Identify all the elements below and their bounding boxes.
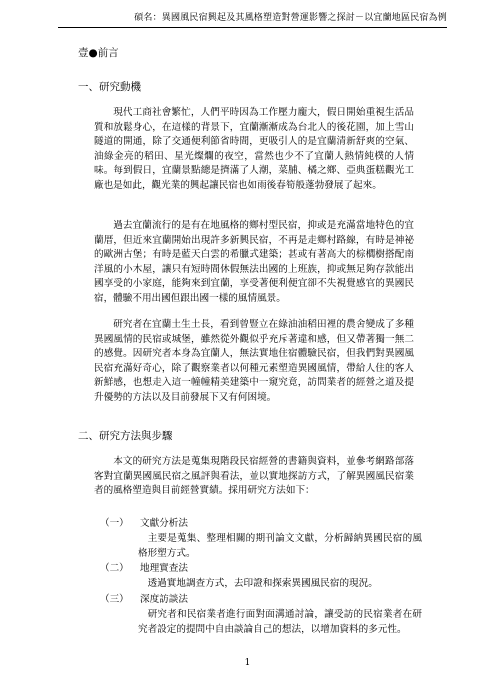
header-rule xyxy=(58,27,447,28)
section-title: 壹●前言 xyxy=(78,47,119,59)
method-item-3-title: 深度訪談法 xyxy=(140,594,188,605)
method-item-1-body: 主要是蒐集、整理相關的期刊論文文獻，分析歸納異國民宿的風格形塑方式。 xyxy=(138,533,422,559)
paragraph-motivation-1: 現代工商社會繁忙，人們平時因為工作壓力龐大，假日開始重視生活品質和放鬆身心，在這樣的背景下，宜蘭漸漸成為台北人的後花園，加上雪山隧道的開通，除了交通便利節省時間，更吸引人的是宜蘭清新舒爽的空氣、油綠金亮的稻田、星光燦爛的夜空，當然也少不了宜蘭人熱情純樸的人情味。每到假日，宜蘭景點總是擠滿了人潮，菜脯、橘之鄉、亞典蛋糕觀光工廠也是如此，觀光業的興起讓民宿也如雨後春筍般蓬勃發展了起來。 xyxy=(94,107,414,191)
running-header: 碩名：異國風民宿興起及其風格塑造對營運影響之探討－以宜蘭地區民宿為例 xyxy=(134,13,447,23)
method-item-3-heading xyxy=(100,593,188,607)
method-item-3-body: 研究者和民宿業者進行面對面溝通討論，讓受訪的民宿業者在研究者設定的提問中自由談論自己的想法，以增加資料的多元性。 xyxy=(138,609,422,635)
method-item-2-number: （二） xyxy=(100,563,129,574)
paragraph-methods-intro: 本文的研究方法是蒐集現階段民宿經營的書籍與資料，並參考網路部落客對宜蘭異國風民宿之風評與看法，並以實地探訪方式，了解異國風民宿業者的風格塑造與目前經營實績。採用研究方法如下： xyxy=(94,456,414,497)
method-item-1-title: 文獻分析法 xyxy=(140,518,188,529)
method-item-2-title: 地理實查法 xyxy=(140,563,188,574)
method-item-1-number: （一） xyxy=(100,518,129,529)
page-number: 1 xyxy=(244,658,251,668)
paragraph-motivation-2: 過去宜蘭流行的是有在地風格的鄉村型民宿，抑或是充滿當地特色的宜蘭厝，但近來宜蘭開始出現許多新興民宿，不再是走鄉村路線，有時是神祕的歐洲古堡；有時是藍天白雲的希臘式建築；甚或有著高大的棕櫚樹搭配南洋風的小木屋，讓只有短時間休假無法出國的上班族，抑或無足夠存款能出國享受的小家庭，能夠來到宜蘭，享受著便利便宜卻不失視覺感官的異國民宿，體驗不用出國但跟出國一樣的風情風景。 xyxy=(94,220,414,304)
method-item-3-number: （三） xyxy=(100,594,129,605)
heading-research-methods: 二、研究方法與步驟 xyxy=(78,430,173,442)
heading-research-motivation: 一、研究動機 xyxy=(78,81,141,93)
method-item-2-body: 透過實地調查方式，去印證和探索異國風民宿的現況。 xyxy=(147,578,378,589)
method-item-2-heading xyxy=(100,562,188,576)
paragraph-motivation-3: 研究者在宜蘭土生土長，看到曾豎立在綠油油稻田裡的農舍變成了多種異國風情的民宿或城堡，雖然從外觀似乎充斥著違和感，但又帶著獨一無二的感覺。因研究者本身為宜蘭人，無法實地住宿體驗民宿，但我們對異國風民宿充滿好奇心，除了觀察業者以何種元素塑造異國風情，帶給人住的客人新鮮感，也想走入這一幢幢精美建築中一窺究竟，訪問業者的經營之道及提升優勢的方法以及目前發展下又有何困境。 xyxy=(94,319,414,403)
method-item-1-heading xyxy=(100,517,188,531)
